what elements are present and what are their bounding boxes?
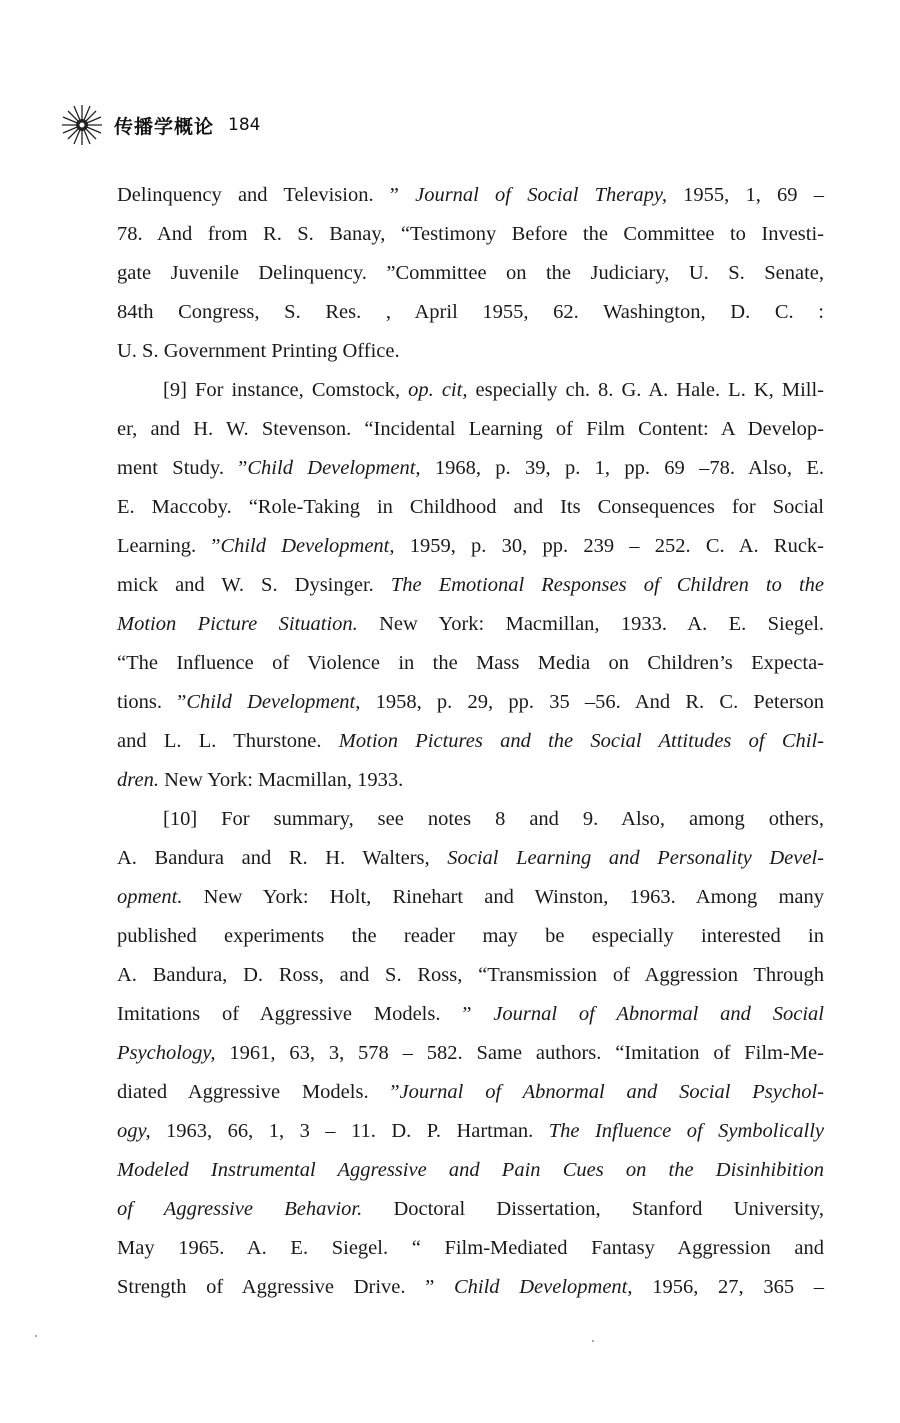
text-line bbox=[117, 449, 824, 488]
text-line bbox=[117, 1034, 824, 1073]
italic-title: Child Development bbox=[453, 1276, 628, 1298]
text-line bbox=[117, 1112, 824, 1151]
text-run: 78. And from R. S. Banay, “Testimony Before the Committee to Investi- bbox=[117, 223, 824, 245]
text-run: 1963, 66, 1, 3 – 11. D. P. Hartman. bbox=[150, 1120, 549, 1142]
text-run: Imitations of Aggressive Models. ” bbox=[117, 1003, 494, 1025]
page-header bbox=[60, 103, 260, 147]
italic-title: Journal of Abnormal and Social bbox=[493, 1003, 825, 1025]
text-line bbox=[117, 488, 824, 527]
text-run: Learning. ” bbox=[117, 535, 221, 557]
page-number: 184 bbox=[228, 115, 261, 135]
italic-title: ogy, bbox=[117, 1120, 151, 1142]
italic-title: Psychology, bbox=[117, 1042, 216, 1064]
text-line bbox=[117, 1151, 824, 1190]
text-run: 1961, 63, 3, 578 – 582. Same authors. “Imitation of Film-Me- bbox=[215, 1042, 824, 1064]
text-run: ment Study. ” bbox=[117, 457, 248, 479]
italic-title: of Aggressive Behavior. bbox=[117, 1198, 363, 1220]
text-line bbox=[117, 176, 824, 215]
text-line bbox=[117, 293, 824, 332]
text-run: gate Juvenile Delinquency. ”Committee on the Judiciary, U. S. Senate, bbox=[117, 262, 824, 284]
text-run: published experiments the reader may be especially interested in bbox=[117, 925, 824, 947]
text-line bbox=[117, 839, 824, 878]
text-line bbox=[117, 410, 824, 449]
text-run: New York: Macmillan, 1933. bbox=[158, 769, 404, 791]
text-line bbox=[117, 1268, 824, 1307]
text-run: , 1956, 27, 365 – bbox=[627, 1276, 825, 1298]
text-line bbox=[117, 800, 824, 839]
text-line bbox=[117, 1190, 824, 1229]
text-line bbox=[117, 878, 824, 917]
text-line bbox=[117, 1229, 824, 1268]
text-run: mick and W. S. Dysinger. bbox=[117, 574, 391, 596]
book-title: 传播学概论 bbox=[114, 115, 215, 138]
italic-title: Motion Pictures and the Social Attitudes of Chil- bbox=[338, 730, 824, 752]
text-line bbox=[117, 566, 824, 605]
text-line bbox=[117, 917, 824, 956]
text-line bbox=[117, 254, 824, 293]
text-line bbox=[117, 644, 824, 683]
references-text bbox=[117, 176, 824, 1307]
text-run: New York: Holt, Rinehart and Winston, 1963. Among many bbox=[182, 886, 824, 908]
italic-title: The Emotional Responses of Children to the bbox=[390, 574, 825, 596]
text-run: , 1958, p. 29, pp. 35 –56. And R. C. Peterson bbox=[355, 691, 825, 713]
text-run: E. Maccoby. “Role-Taking in Childhood and Its Consequences for Social bbox=[117, 496, 824, 518]
italic-title: Journal of Abnormal and Social Psychol- bbox=[399, 1081, 824, 1103]
text-line bbox=[117, 215, 824, 254]
text-run: diated Aggressive Models. ” bbox=[117, 1081, 400, 1103]
text-run: especially ch. 8. G. A. Hale. L. K, Mill- bbox=[467, 379, 824, 401]
italic-title: Child Development bbox=[186, 691, 356, 713]
text-line bbox=[117, 371, 824, 410]
text-run: 1955, 1, 69 – bbox=[666, 184, 825, 206]
scan-speck bbox=[35, 1335, 37, 1337]
italic-title: Child Development, bbox=[220, 535, 395, 557]
text-line bbox=[117, 956, 824, 995]
italic-title: Modeled Instrumental Aggressive and Pain Cues on the Disinhibition bbox=[117, 1159, 824, 1181]
text-run: A. Bandura and R. H. Walters, bbox=[117, 847, 448, 869]
text-line bbox=[117, 995, 824, 1034]
italic-title: Journal of Social Therapy, bbox=[415, 184, 667, 206]
scan-speck bbox=[592, 1340, 594, 1342]
text-line bbox=[117, 761, 824, 800]
text-run: Doctoral Dissertation, Stanford University, bbox=[362, 1198, 824, 1220]
text-line bbox=[117, 683, 824, 722]
text-run: and L. L. Thurstone. bbox=[117, 730, 339, 752]
text-run: 1959, p. 30, pp. 239 – 252. C. A. Ruck- bbox=[394, 535, 824, 557]
text-run: U. S. Government Printing Office. bbox=[117, 340, 400, 362]
text-run: [10] For summary, see notes 8 and 9. Also, among others, bbox=[163, 808, 824, 830]
text-run: “The Influence of Violence in the Mass Media on Children’s Expecta- bbox=[117, 652, 824, 674]
text-line bbox=[117, 527, 824, 566]
text-run: 84th Congress, S. Res. , April 1955, 62. Washington, D. C. : bbox=[117, 301, 824, 323]
sunburst-logo-icon bbox=[60, 103, 104, 147]
italic-title: opment. bbox=[117, 886, 183, 908]
text-run: A. Bandura, D. Ross, and S. Ross, “Transmission of Aggression Through bbox=[117, 964, 824, 986]
text-run: New York: Macmillan, 1933. A. E. Siegel. bbox=[357, 613, 825, 635]
italic-title: Social Learning and Personality Devel- bbox=[447, 847, 824, 869]
text-run: Strength of Aggressive Drive. ” bbox=[117, 1276, 454, 1298]
text-line bbox=[117, 332, 824, 371]
text-line bbox=[117, 1073, 824, 1112]
text-run: Delinquency and Television. ” bbox=[117, 184, 416, 206]
text-run: er, and H. W. Stevenson. “Incidental Learning of Film Content: A Develop- bbox=[117, 418, 824, 440]
italic-title: dren. bbox=[117, 769, 159, 791]
italic-title: The Influence of Symbolically bbox=[548, 1120, 825, 1142]
italic-title: Motion Picture Situation. bbox=[117, 613, 358, 635]
text-run: 1968, p. 39, p. 1, pp. 69 –78. Also, E. bbox=[420, 457, 824, 479]
text-run: tions. ” bbox=[117, 691, 187, 713]
italic-title: Child Development, bbox=[247, 457, 421, 479]
text-run: May 1965. A. E. Siegel. “ Film-Mediated Fantasy Aggression and bbox=[117, 1237, 824, 1259]
italic-title: op. cit, bbox=[408, 379, 468, 401]
text-run: [9] For instance, Comstock, bbox=[163, 379, 409, 401]
text-line bbox=[117, 722, 824, 761]
text-line bbox=[117, 605, 824, 644]
